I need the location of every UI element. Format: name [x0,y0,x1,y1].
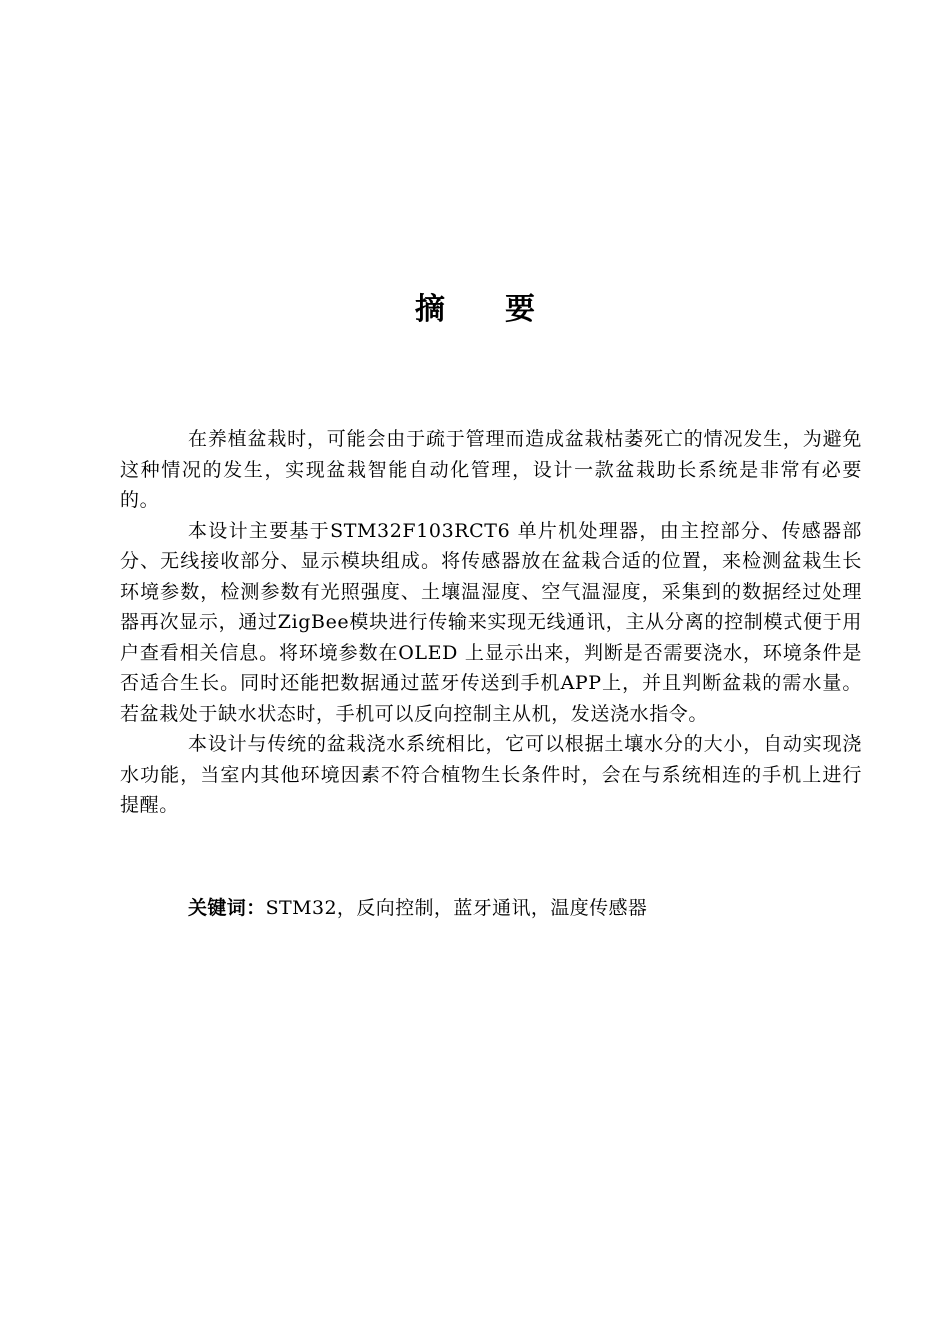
abstract-paragraph-1: 在养植盆栽时，可能会由于疏于管理而造成盆栽枯萎死亡的情况发生，为避免这种情况的发生，实现盆栽智能自动化管理，设计一款盆栽助长系统是非常有必要的。 [120,428,862,511]
abstract-paragraph-2: 本设计主要基于STM32F103RCT6 单片机处理器，由主控部分、传感器部分、无线接收部分、显示模块组成。将传感器放在盆栽合适的位置，来检测盆栽生长环境参数，检测参数有光照强度、土壤温湿度、空气温湿度，采集到的数据经过处理器再次显示，通过ZigBee模块进行传输来实现无线通讯，主从分离的控制模式便于用户查看相关信息。将环境参数在OLED 上显示出来，判断是否需要浇水，环境条件是否适合生长。同时还能把数据通过蓝牙传送到手机APP上，并且判断盆栽的需水量。若盆栽处于缺水状态时，手机可以反向控制主从机，发送浇水指令。 [120,519,862,725]
abstract-body [120,424,862,821]
keywords-list: STM32，反向控制，蓝牙通讯，温度传感器 [265,897,648,919]
abstract-title: 摘要 [415,292,595,327]
abstract-paragraph-3: 本设计与传统的盆栽浇水系统相比，它可以根据土壤水分的大小，自动实现浇水功能，当室内其他环境因素不符合植物生长条件时，会在与系统相连的手机上进行提醒。 [120,733,862,816]
keywords-label: 关键词： [188,897,266,919]
keywords-line [188,893,647,923]
